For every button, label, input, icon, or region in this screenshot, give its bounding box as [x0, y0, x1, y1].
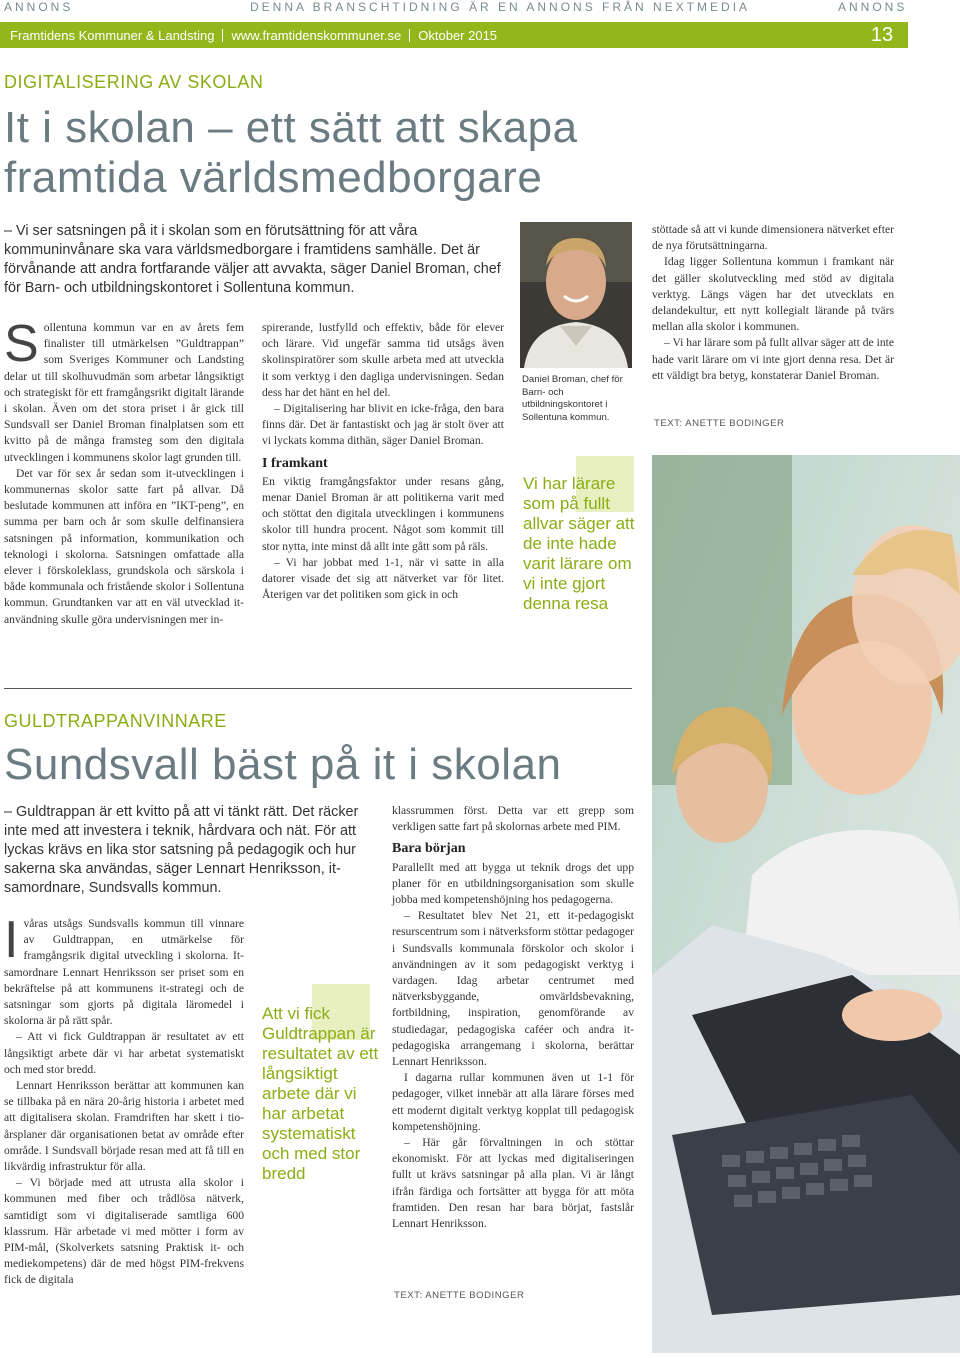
paragraph: – Vi har jobbat med 1-1, när vi satte in alla datorer visade det sig att nätverket var för litet. Återigen var det politiken som gick in och: [262, 555, 504, 602]
paragraph: – Här går förvaltningen in och stöttar ekonomiskt. För att lyckas med digitaliseringen fullt ut krävs satsningar på alla plan. Vi är långt ifrån färdiga och fortsätter att bygga för att möta framtiden. Den resan har bara börjat, fastslår Lennart Henriksson.: [392, 1136, 634, 1231]
article-column-1: [4, 911, 244, 1289]
article-column-1: [4, 315, 244, 628]
drop-cap: I: [4, 911, 19, 969]
paragraph: Parallellt med att bygga ut teknik drogs det upp planer för en utbildningsorganisation som skulle jobba med kompetenshöjning hos pedagogerna.: [392, 860, 634, 907]
drop-cap: S: [4, 315, 39, 373]
pull-quote: Vi har lärare som på fullt allvar säger att de inte hade varit lärare om vi inte gjort denna resa: [523, 474, 635, 613]
paragraph: – Vi började med att utrusta alla skolor i kommunen med fiber och trådlösa nätverk, samtidigt som vi digitaliserade samtliga 600 klassrum. Här arbetade vi med mötter i form av PIM-mål, (Skolverkets satsning Praktisk it- och mediekompetens) där de med högst PIM-frekvens fick de digitala: [4, 1176, 244, 1287]
paragraph: – Vi har lärare som på fullt allvar säger att de inte hade varit lärare om vi inte gjort denna resa. Det är ett väldigt bra betyg, konstaterar Daniel Broman.: [652, 336, 894, 382]
headline-line-2: framtida världsmedborgare: [4, 153, 543, 202]
paragraph: spirerande, lustfylld och effektiv, både för elever och lärare. Vid ungefär samma tid utsågs även skolinspiratörer som skulle arbeta med att utveckla it som verktyg i den dagliga undervisningen. Sedan dess har det hänt en hel del.: [262, 321, 504, 399]
section-label: DIGITALISERING AV SKOLAN: [4, 72, 264, 92]
classroom-image: [652, 455, 960, 1353]
paragraph: Idag ligger Sollentuna kommun i framkant när det gäller skolutveckling med stöd av digitala verktyg. Längs vägen har det utvecklats en delandekultur, ett nytt kollegialt lärande på tvärs mellan alla skolor i kommunen.: [652, 255, 894, 334]
paragraph: En viktig framgångsfaktor under resans gång, menar Daniel Broman är att politikerna varit med och stöttat den digitala utvecklingen i kommunens skolor till hundra procent. Något som kommit till stor nytta, inte minst då allt inte gått som på räls.: [262, 474, 504, 553]
paragraph: I dagarna rullar kommunen även ut 1-1 för pedagoger, vilket innebär att alla lärare förses med ett modernt digitalt verktyg kopplat till pedagogisk kompetenshöjning.: [392, 1071, 634, 1133]
photo-caption: Daniel Broman, chef för Barn- och utbildningskontoret i Sollentuna kommun.: [522, 374, 623, 423]
paragraph: – Resultatet blev Net 21, ett it-pedagogiskt resurscentrum som i nätverksform stöttar pedagoger i Sundsvalls kommunala förskolor och skolor i användningen av it som pedagogiskt verktyg i vardagen. Idag arbetar centrumet med nätverksbyggande, omvärldsbevakning, fortbildning, inspiration, genomförande av studiedagar, pedagogiska caféer och andra it-pedagogiska arrangemang i skolorna, berättar Lennart Henriksson.: [392, 909, 634, 1069]
article-ingress: – Guldtrappan är ett kvitto på att vi tänkt rätt. Det räcker inte med att investera i teknik, hårdvara och nät. För att lyckas krävs en lika stor satsning på pedagogik och hur sakerna ska användas, säger Lennart Henriksson, it-samordnare, Sundsvalls kommun.: [4, 804, 359, 896]
paragraph: våras utsågs Sundsvalls kommun till vinnare av Guldtrappan, en utmärkelse för framgångsrik digital utveckling i skolorna. It-samordnare Lennart Henriksson ser priset som en bekräftelse på att kommunens it-strategi och de satsningar som gjorts på digitala läromedel i skolorna är på rätt spår.: [4, 917, 244, 1028]
pull-quote: Att vi fick Guldtrappan är resultatet av ett långsiktigt arbete där vi har arbetat systematiskt och med stor bredd: [262, 1004, 379, 1183]
byline: TEXT: ANETTE BODINGER: [654, 418, 785, 429]
byline: TEXT: ANETTE BODINGER: [394, 1290, 525, 1301]
headline-line-1: It i skolan – ett sätt att skapa: [4, 103, 578, 152]
portrait-image: [520, 222, 632, 368]
paragraph: Lennart Henriksson berättar att kommunen kan se tillbaka på en nära 20-årig historia i arbetet med att digitalisera skolan. Framdriften har skett i tio-årsplaner där organisationen betat av område efter område. I Sundsvall började resan med att få till en likvärdig infrastruktur för alla.: [4, 1079, 244, 1174]
paragraph: klassrummen först. Detta var ett grepp som verkligen satte fart på skolornas arbete med PIM.: [392, 804, 634, 834]
annons-label-left: ANNONS: [4, 0, 74, 14]
section-label: GULDTRAPPANVINNARE: [4, 711, 227, 731]
paragraph: stöttade så att vi kunde dimensionera nätverket efter de nya förutsättningarna.: [652, 223, 894, 253]
subheading: I framkant: [262, 455, 328, 471]
article-column-4: [652, 222, 894, 384]
page-number: 13: [866, 22, 898, 48]
paragraph: ollentuna kommun var en av årets fem finalister till utmärkelsen ”Guldtrappan” som Sveriges Kommuner och Landsting delar ut till skolhuvudmän som arbetar långsiktigt och strategiskt för ett framgångsrikt digitalt lärande i skolan. Även om det stora priset i år gick till Sundsvall ser Daniel Broman finalplatsen som ett kvitto på de många framsteg som den digitala utvecklingen i kommunens skolor lagt grunden till.: [4, 321, 244, 464]
header-bar: [0, 22, 908, 48]
classroom-photo: [652, 455, 960, 1353]
article-column-3: [392, 803, 634, 1232]
paragraph: – Digitalisering har blivit en icke-fråga, den bara finns där. Det är fantastiskt och jag är stolt över att vi lyckats komma dithän, säger Daniel Broman.: [262, 402, 504, 448]
annons-label-right: ANNONS: [838, 0, 908, 14]
section-divider: [4, 688, 632, 689]
bar-divider: [222, 29, 223, 42]
article-headline: Sundsvall bäst på it i skolan: [4, 740, 562, 789]
paragraph: – Att vi fick Guldtrappan är resultatet av ett långsiktigt arbete där vi har arbetat systematiskt och med stor bredd.: [4, 1030, 244, 1076]
bar-divider: [409, 29, 410, 42]
portrait-photo: [520, 222, 632, 368]
paragraph: Det var för sex år sedan som it-utvecklingen i kommunernas skolor satte fart på allvar. Då beslutade kommunen att införa en ”IKT-peng”, en summa per barn och år som skulle delfinansiera satsningen på information, kommunikation och teknologi i skolorna. Satsningen omfattade alla elever i förskoleklass, grundskola och särskola i både kommunala och fristående skolor i Sollentuna kommun. Grundtanken var att en väl utvecklad it-användning skulle göra undervisningen mer in-: [4, 466, 244, 626]
subheading: Bara början: [392, 841, 466, 857]
publication-name: Framtidens Kommuner & Landsting: [10, 28, 215, 43]
article-ingress: – Vi ser satsningen på it i skolan som en förutsättning för att våra kommuninvånare ska vara världsmedborgare i framtidens samhälle. Det är förvånande att andra fortfarande väljer att avvakta, säger Daniel Broman, chef för Barn- och utbildningskontoret i Sollentuna kommun.: [4, 223, 501, 296]
article-headline: [4, 103, 724, 203]
website-link[interactable]: www.framtidenskommuner.se: [231, 28, 402, 43]
issue-date: Oktober 2015: [418, 28, 498, 43]
article-column-2: [262, 320, 504, 603]
publisher-notice: DENNA BRANSCHTIDNING ÄR EN ANNONS FRÅN NEXTMEDIA: [250, 0, 751, 14]
